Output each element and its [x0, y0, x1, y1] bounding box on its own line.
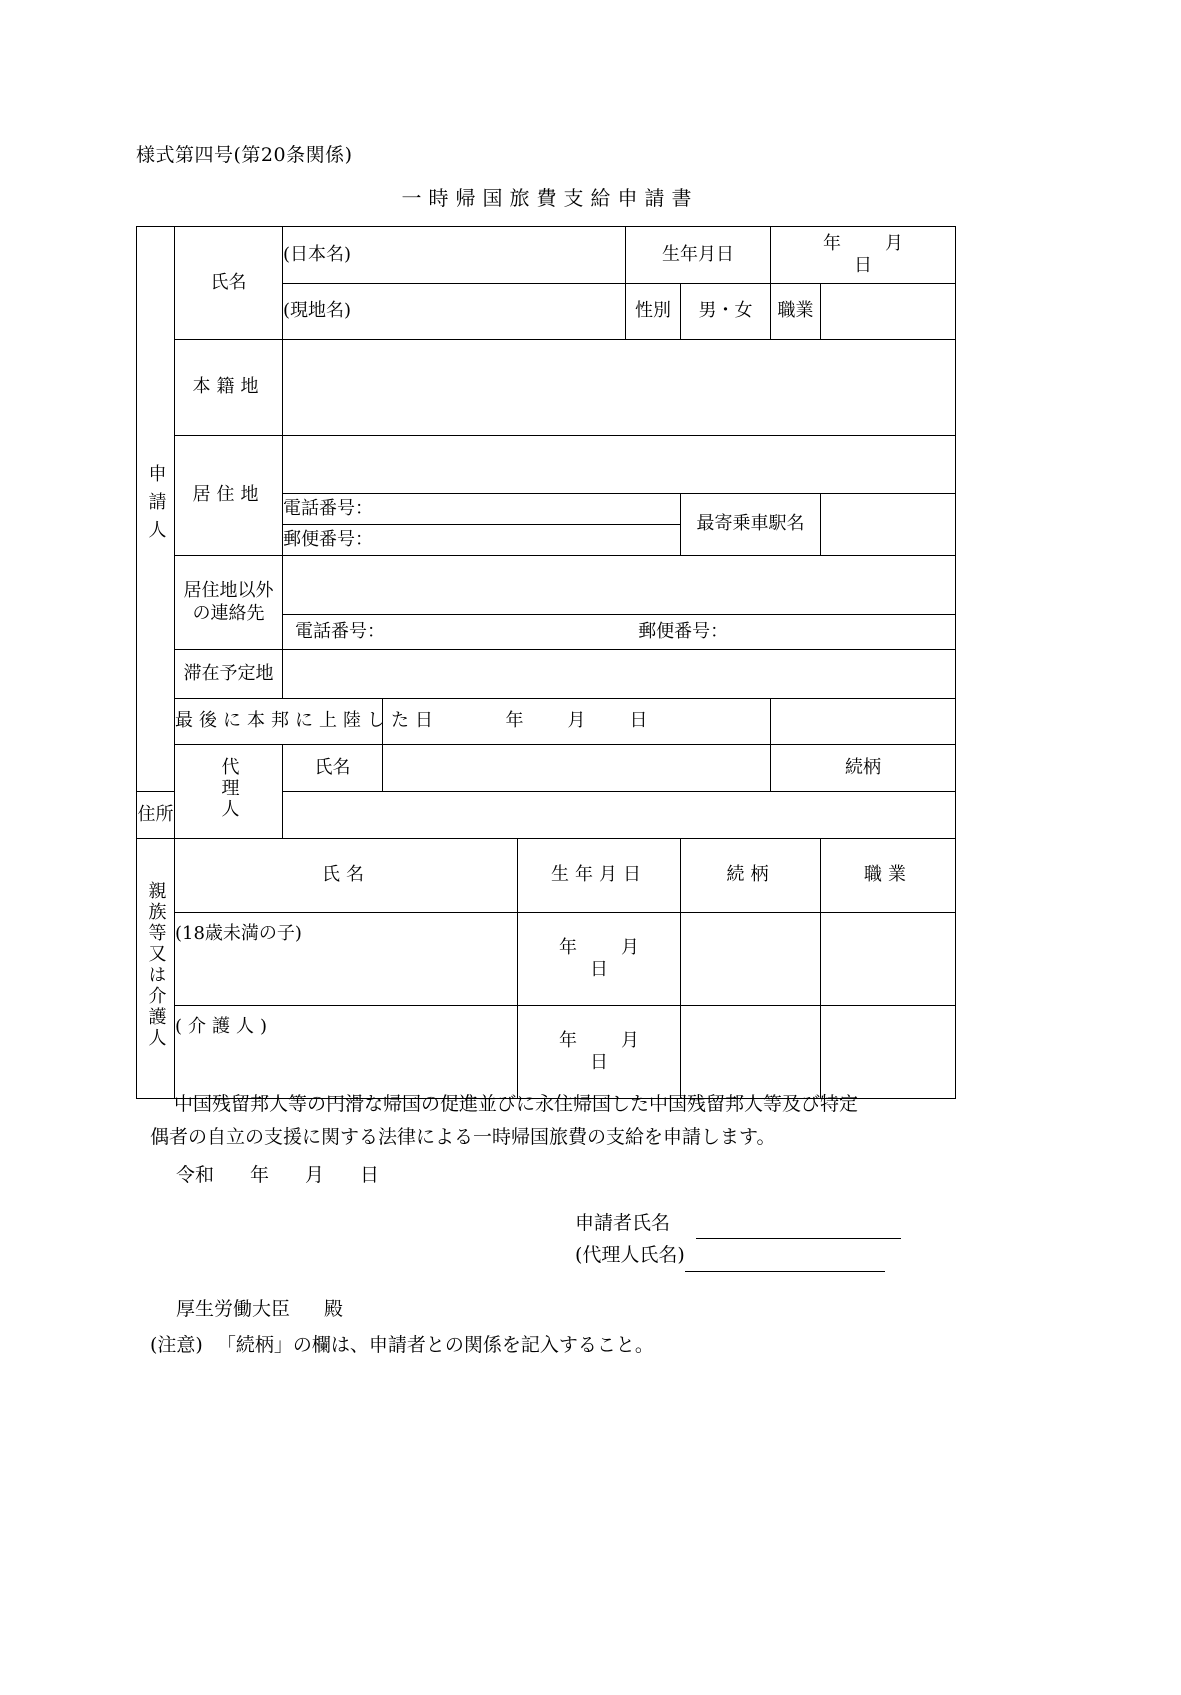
relatives-header-birthdate: 生年月日 [518, 839, 681, 913]
applicant-signature-row [575, 1207, 901, 1239]
statement-line-1: 中国残留邦人等の円滑な帰国の促進並びに永住帰国した中国残留邦人等及び特定 [174, 1093, 859, 1115]
proxy-vertical-text: 代理人 [218, 756, 240, 820]
relative-caregiver-occupation[interactable] [821, 1006, 956, 1099]
relative-child-day: 日 [590, 959, 608, 980]
planned-stay-field[interactable] [283, 650, 956, 699]
relative-child-year: 年 [559, 936, 577, 958]
planned-stay-label: 滞在予定地 [175, 650, 283, 699]
table-row-relative-child [137, 913, 956, 1006]
table-row-last-landing [137, 699, 956, 745]
other-contact-field[interactable] [283, 556, 956, 615]
last-landing-label: 最後に本邦に上陸した日 [175, 699, 383, 745]
table-row-residence [137, 436, 956, 494]
name-local-field[interactable]: (現地名) [283, 284, 626, 340]
era-year: 年 [250, 1164, 270, 1186]
application-form-table [136, 226, 956, 1099]
relative-child-name[interactable]: (18歳未満の子) [175, 913, 518, 1006]
relative-caregiver-month: 月 [621, 1029, 639, 1051]
minister-honorific: 殿 [324, 1298, 344, 1320]
birthdate-label: 生年月日 [626, 227, 771, 284]
birthdate-year: 年 [823, 232, 841, 254]
name-japanese-field[interactable]: (日本名) [283, 227, 626, 284]
minister-name: 厚生労働大臣 [176, 1298, 291, 1320]
applicant-vertical-text: 申請人 [145, 463, 167, 548]
table-row-name-japanese [137, 227, 956, 284]
occupation-field[interactable] [821, 284, 956, 340]
residence-postal-field[interactable]: 郵便番号： [283, 525, 681, 556]
era-day: 日 [360, 1164, 380, 1186]
birthdate-day: 日 [854, 255, 872, 276]
name-label: 氏名 [175, 227, 283, 340]
table-row-relatives-header [137, 839, 956, 913]
proxy-relation-label: 続柄 [771, 745, 956, 792]
other-contact-label [175, 556, 283, 650]
relative-caregiver-day: 日 [590, 1052, 608, 1073]
era-name: 令和 [176, 1164, 215, 1186]
residence-label: 居住地 [175, 436, 283, 556]
other-contact-postal-field[interactable]: 郵便番号： [638, 620, 729, 642]
applicant-signature-label: 申請者氏名 [575, 1212, 671, 1234]
relatives-header-name: 氏名 [175, 839, 518, 913]
proxy-signature-label: (代理人氏名) [575, 1244, 685, 1267]
minister-line [176, 1294, 343, 1321]
last-landing-year: 年 [505, 710, 524, 732]
proxy-name-label: 氏名 [283, 745, 383, 792]
relatives-header-occupation: 職業 [821, 839, 956, 913]
birthdate-value[interactable] [771, 227, 956, 284]
note-text: 「続柄」の欄は、申請者との関係を記入すること。 [216, 1334, 654, 1356]
domicile-field[interactable] [283, 340, 956, 436]
table-row-relative-caregiver [137, 1006, 956, 1099]
relative-child-relation[interactable] [681, 913, 821, 1006]
table-row-other-contact [137, 556, 956, 615]
domicile-label: 本籍地 [175, 340, 283, 436]
proxy-address-field[interactable] [283, 792, 956, 839]
other-contact-label-line1: 居住地以外 [183, 580, 274, 601]
statement-line-2: 偶者の自立の支援に関する法律による一時帰国旅費の支給を申請します。 [150, 1126, 776, 1149]
last-landing-month: 月 [567, 710, 586, 732]
relative-child-occupation[interactable] [821, 913, 956, 1006]
relative-caregiver-year: 年 [559, 1029, 577, 1051]
proxy-vertical-label [175, 745, 283, 839]
era-date-line[interactable] [176, 1160, 415, 1187]
relatives-vertical-label [137, 839, 175, 1099]
birthdate-month: 月 [885, 232, 903, 254]
residence-phone-field[interactable]: 電話番号： [283, 494, 681, 525]
relatives-header-relation: 続柄 [681, 839, 821, 913]
relative-caregiver-name[interactable]: (介護人) [175, 1006, 518, 1099]
era-month: 月 [305, 1164, 325, 1186]
proxy-signature-row [575, 1239, 901, 1271]
table-row-planned-stay [137, 650, 956, 699]
other-contact-label-line2: の連絡先 [192, 602, 265, 624]
signature-block [575, 1207, 901, 1272]
residence-field[interactable] [283, 436, 956, 494]
relative-child-month: 月 [621, 936, 639, 958]
occupation-label: 職業 [771, 284, 821, 340]
footer-note [150, 1330, 654, 1357]
form-number: 様式第四号(第20条関係) [136, 144, 353, 166]
proxy-address-label: 住所 [137, 792, 175, 839]
note-prefix: (注意) [150, 1334, 203, 1356]
relative-caregiver-birthdate[interactable] [518, 1006, 681, 1099]
statement-paragraph [150, 1088, 980, 1155]
proxy-signature-line[interactable] [685, 1254, 885, 1272]
other-contact-phone-field[interactable]: 電話番号： [295, 620, 385, 642]
gender-label: 性別 [626, 284, 681, 340]
gender-options[interactable]: 男・女 [681, 284, 771, 340]
nearest-station-label: 最寄乗車駅名 [681, 494, 821, 556]
proxy-name-field[interactable] [383, 745, 771, 792]
other-contact-phone-postal[interactable] [283, 615, 956, 650]
applicant-signature-line[interactable] [696, 1221, 901, 1239]
relative-caregiver-relation[interactable] [681, 1006, 821, 1099]
last-landing-value[interactable] [383, 699, 771, 745]
applicant-vertical-label [137, 227, 175, 792]
document-title: 一時帰国旅費支給申請書 [401, 186, 699, 210]
relative-child-birthdate[interactable] [518, 913, 681, 1006]
relatives-vertical-text: 親族等又は介護人 [145, 881, 167, 1050]
table-row-domicile [137, 340, 956, 436]
last-landing-day: 日 [629, 710, 648, 732]
table-row-proxy-name [137, 745, 956, 792]
nearest-station-field[interactable] [821, 494, 956, 556]
last-landing-extra[interactable] [771, 699, 956, 745]
